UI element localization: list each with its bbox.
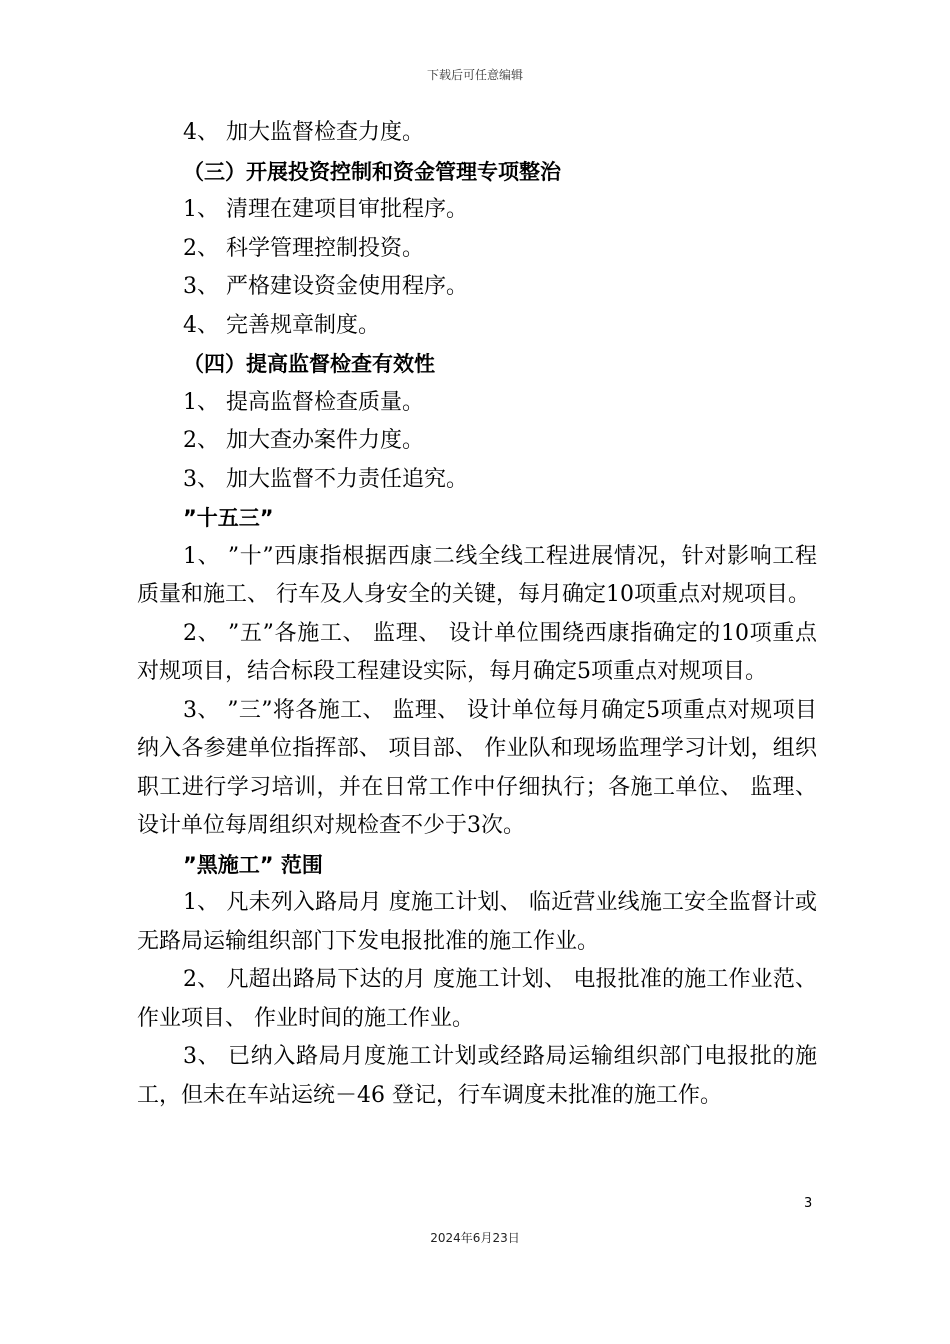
section-heading: （四）提高监督检查有效性 — [183, 352, 435, 376]
list-item: 3、 严格建设资金使用程序。 — [183, 274, 468, 299]
document-body — [137, 114, 817, 1115]
list-item: 3、 加大监督不力责任追究。 — [183, 466, 468, 492]
list-item: 2、 加大查办案件力度。 — [183, 428, 424, 453]
list-item: 4、 加大监督检查力度。 — [183, 120, 424, 145]
section-heading: （三）开展投资控制和资金管理专项整治 — [183, 159, 561, 184]
paragraph: 3、 已纳入路局月度施工计划或经路局运输组织部门电报批的施工，但未在车站运统－46 登记，行车调度未批准的施工作。 — [137, 1044, 817, 1108]
paragraph: 1、 ”十”西康指根据西康二线全线工程进展情况，针对影响工程质量和施工、 行车及人身安全的关键，每月确定10项重点对规项目。 — [137, 543, 817, 607]
section-heading: ”十五三” — [183, 506, 274, 530]
paragraph: 2、 凡超出路局下达的月 度施工计划、 电报批准的施工作业范、 作业项目、 作业时间的施工作业。 — [137, 967, 817, 1031]
page-header: 下载后可任意编辑 — [426, 68, 523, 82]
paragraph: 3、 ”三”将各施工、 监理、 设计单位每月确定5项重点对规项目纳入各参建单位指挥部、 项目部、 作业队和现场监理学习计划，组织职工进行学习培训，并在日常工作中仔细执行；各施工单位、 监理、 设计单位每周组织对规检查不少于3次。 — [137, 697, 817, 838]
list-item: 2、 科学管理控制投资。 — [183, 235, 424, 261]
section-heading: ”黑施工” 范围 — [183, 852, 323, 877]
page-number: 3 — [804, 1196, 813, 1211]
list-item: 1、 清理在建项目审批程序。 — [183, 197, 468, 222]
paragraph: 1、 凡未列入路局月 度施工计划、 临近营业线施工安全监督计或无路局运输组织部门下发电报批准的施工作业。 — [137, 890, 817, 954]
paragraph: 2、 ”五”各施工、 监理、 设计单位围绕西康指确定的10项重点对规项目，结合标段工程建设实际，每月确定5项重点对规项目。 — [137, 620, 817, 684]
page-footer-date: 2024年6月23日 — [430, 1231, 520, 1245]
list-item: 4、 完善规章制度。 — [183, 312, 380, 338]
list-item: 1、 提高监督检查质量。 — [183, 389, 424, 415]
